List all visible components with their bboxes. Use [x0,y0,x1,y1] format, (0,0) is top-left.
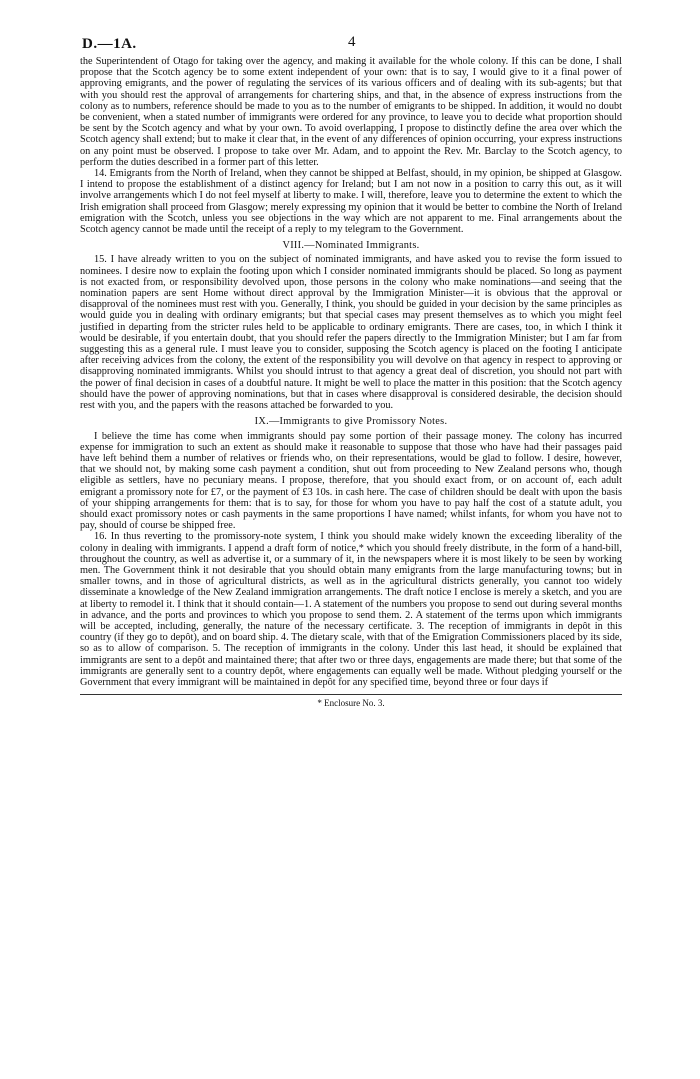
page-number: 4 [348,34,356,50]
footnote: * Enclosure No. 3. [317,698,385,709]
paragraph-13-continued: the Superintendent of Otago for taking over the agency, and making it available for the whole colony. If this can be done, I shall propose that the Scotch agency be to some extent independent of your own: that is to say, I would give to it a final power of approving emigrants, and the power of regulating the services of its various officers and of dealing with its sub-agents; but that with you should rest the approval of arrangements for chartering ships, and that, in the absence of express instructions from the colony as to numbers, reference should be made to you as to the number of emigrants to be shipped. In addition, it would no doubt be convenient, when a stated number of immigrants were ordered for any province, to leave you to decide what proportion should be sent by the Scotch agency and what by your own. To avoid overlapping, I propose to distinctly define the area over which the Scotch agency shall extend; but to make it clear that, in the event of any differences of opinion occurring, your express instructions on any point must be observed. I propose to take over Mr. Adam, and to appoint the Rev. Mr. Barclay to the Scotch agency, to perform the duties described in a former part of this letter. [80,56,622,168]
paragraph-15: 15. I have already written to you on the subject of nominated immigrants, and have asked you to revise the form issued to nominees. I desire now to explain the footing upon which I consider nominated immigrants should be placed. So long as payment is not exacted from, or responsibility devolved upon, those persons in the colony who make nominations—and seeing that the nomination papers are sent Home without direct approval by the Immigration Minister—it is obvious that the approval or disapproval of the nominees must rest with you. Generally, I think, you should be guided in your decision by the same principles as would guide you in dealing with ordinary emigrants; but that special cases may present themselves as to which you might feel justified in departing from the stricter rules held to be applicable to ordinary emigrants. There are cases, too, in which I think it would be desirable, if you entertain doubt, that you should refer the papers directly to the Immigration Minister; but I am far from suggesting this as a general rule. I must leave you to consider, supposing the Scotch agency is placed on the footing I anticipate after receiving advices from the colony, the extent of the responsibility you will devolve on that agency in respect to approving or disapproving nominated immigrants. Whilst you should intrust to that agency a great deal of discretion, you should not part with the power of final decision in cases of a doubtful nature. It might be well to place the matter in this position: that the Scotch agency should have the power of approving nominations, but that in cases where disapproval is considered desirable, the decision should rest with you, and the papers with the reasons attached be forwarded to you. [80,254,622,412]
section-heading-ix: IX.—Immigrants to give Promissory Notes. [254,416,448,428]
section-heading-viii: VIII.—Nominated Immigrants. [282,240,420,252]
page-header [80,30,622,56]
paragraph-ix-intro: I believe the time has come when immigrants should pay some portion of their passage money. The colony has incurred expense for immigration to such an extent as should make it reasonable to suppose that those who have had their passages paid have left behind them a number of relatives or friends who, on their representations, would be glad to follow. I desire, however, that we should not, by making some cash payment a condition, shut out from proceeding to New Zealand persons who, though eligible as settlers, have no pecuniary means. I propose, therefore, that you should exact from, or on account of, each adult emigrant a promissory note for £7, or the payment of £3 10s. in cash here. The case of children should be dealt with upon the basis of your shipping arrangements for them: that is to say, for those for whom you have to pay half the cost of a statute adult, you should exact promissory notes or cash payments in the same proportions I have named; whilst infants, for whom you have not to pay, should of course be shipped free. [80,430,622,532]
document-body [80,56,622,688]
footnote-divider [80,694,622,695]
document-reference: D.—1A. [82,36,137,52]
paragraph-16: 16. In thus reverting to the promissory-note system, I think you should make widely known the exceeding liberality of the colony in dealing with immigrants. I append a draft form of notice,* which you should freely distribute, in the form of a hand-bill, throughout the country, as well as advertise it, or a summary of it, in the newspapers where it is most likely to be seen by working men. The Government think it not desirable that you should obtain many emigrants from the large manufacturing towns; but in smaller towns, and in those of agricultural districts, as well as in the agricultural districts generally, you cannot too widely disseminate a knowledge of the New Zealand immigration arrangements. The draft notice I enclose is merely a sketch, and you are at liberty to remodel it. I think that it should contain—1. A statement of the numbers you propose to send out during several months in advance, and the ports and provinces to which you propose to send them. 2. A statement of the terms upon which immigrants will be accepted, including, generally, the nature of the necessary certificate. 3. The reception of immigrants in depôt in this country (if they go to depôt), and on board ship. 4. The dietary scale, with that of the Emigration Commissioners placed by its side, so as to allow of comparison. 5. The reception of immigrants in the colony. Under this last head, it should be explained that immigrants are sent to a depôt and maintained there; that after two or three days, engagements are made there; but that some of the immigrants are generally sent to a country depôt, where engagements can equally well be made. Without pledging yourself or the Government that every immigrant will be maintained in depôt for any specified time, beyond three or four days if [80,531,622,688]
paragraph-14: 14. Emigrants from the North of Ireland, when they cannot be shipped at Belfast, should, in my opinion, be shipped at Glasgow. I intend to propose the establishment of a distinct agency for Ireland; but I am not now in a position to carry this out, as it will involve arrangements which I do not feel myself at liberty to make. I will, therefore, leave you to determine the extent to which the Irish emigration shall proceed from Glasgow; merely expressing my opinion that it would be better to combine the North of Ireland emigration with the Scotch, unless you see objections in the way which are not apparent to me. Final arrangements about the Scotch agency cannot be made until the receipt of a reply to my telegram to the Government. [80,168,622,236]
